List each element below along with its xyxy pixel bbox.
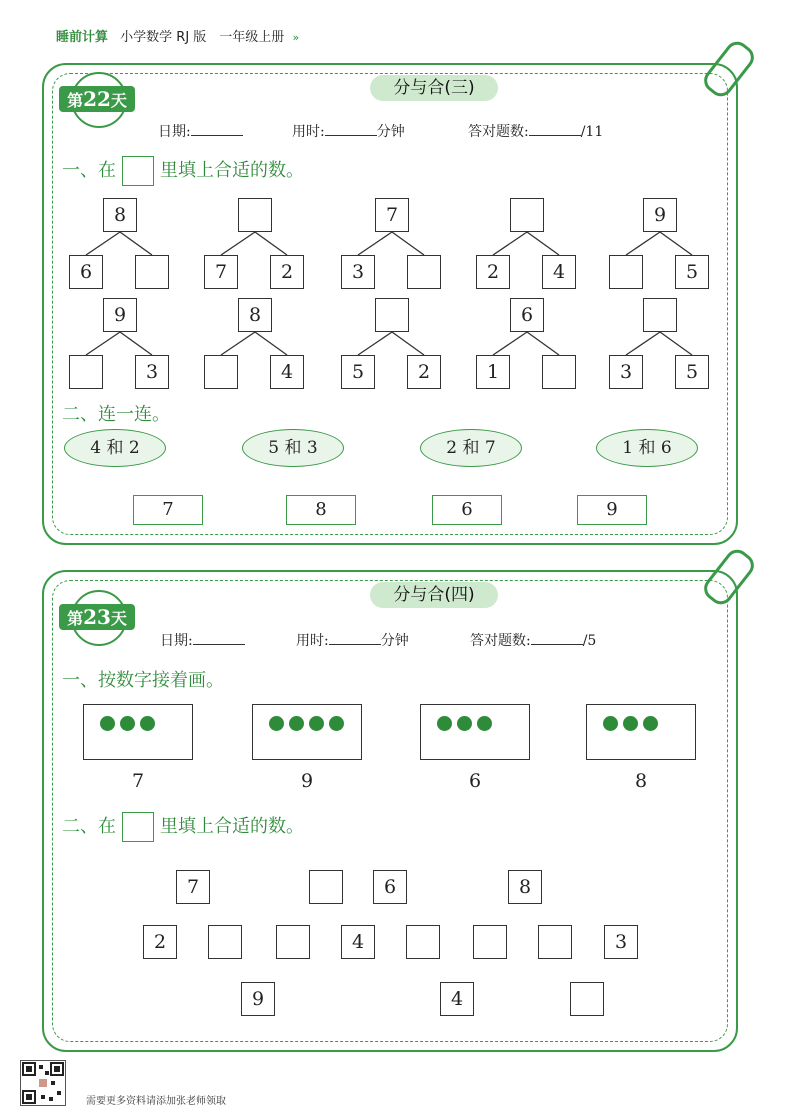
number-box-left: 6	[69, 255, 103, 289]
number-box-right[interactable]	[407, 255, 441, 289]
day23-badge: 第23天	[59, 596, 135, 638]
number-box-left[interactable]	[609, 255, 643, 289]
day22-q2-title: 二、连一连。	[62, 404, 170, 425]
draw-box[interactable]	[586, 704, 696, 760]
number-box-left: 3	[609, 355, 643, 389]
dot-icon	[269, 716, 284, 731]
day23-q2-title: 二、在 里填上合适的数。	[62, 812, 304, 842]
draw-box[interactable]	[252, 704, 362, 760]
number-box-left: 5	[341, 355, 375, 389]
day22-date-field[interactable]	[191, 121, 243, 136]
answer-box-icon	[122, 156, 154, 186]
chain-top-box: 7	[176, 870, 210, 904]
day22-score-field[interactable]	[529, 121, 581, 136]
chain-top-box: 6	[373, 870, 407, 904]
target-number: 7	[131, 770, 145, 792]
number-box-top[interactable]	[375, 298, 409, 332]
footer-text: 需要更多资料请添加张老师领取	[86, 1096, 226, 1107]
chain-top-box[interactable]	[309, 870, 343, 904]
dot-icon	[100, 716, 115, 731]
number-box-top[interactable]	[238, 198, 272, 232]
target-number: 9	[300, 770, 314, 792]
number-box-right: 3	[135, 355, 169, 389]
day23-time: 用时: 分钟	[296, 630, 409, 650]
chain-bottom-box: 4	[440, 982, 474, 1016]
chain-mid-box: 3	[604, 925, 638, 959]
dot-icon	[329, 716, 344, 731]
dot-icon	[603, 716, 618, 731]
match-oval[interactable]: 2 和 7	[420, 429, 522, 467]
dot-icon	[120, 716, 135, 731]
chain-mid-box[interactable]	[208, 925, 242, 959]
chain-mid-box[interactable]	[473, 925, 507, 959]
day22-date: 日期:	[158, 121, 243, 141]
number-box-left[interactable]	[69, 355, 103, 389]
dot-icon	[140, 716, 155, 731]
number-box-right: 2	[270, 255, 304, 289]
header-brand: 睡前计算	[56, 30, 109, 45]
day23-title: 分与合(四)	[370, 582, 498, 608]
day22-time: 用时: 分钟	[292, 121, 405, 141]
match-rect[interactable]: 8	[286, 495, 356, 525]
day22-badge: 第22天	[59, 78, 135, 120]
number-box-left: 1	[476, 355, 510, 389]
number-box-top: 8	[238, 298, 272, 332]
chain-mid-box[interactable]	[406, 925, 440, 959]
draw-box[interactable]	[420, 704, 530, 760]
match-rect[interactable]: 7	[133, 495, 203, 525]
number-box-left: 7	[204, 255, 238, 289]
match-oval[interactable]: 1 和 6	[596, 429, 698, 467]
match-rect[interactable]: 6	[432, 495, 502, 525]
number-box-top: 9	[103, 298, 137, 332]
dot-icon	[623, 716, 638, 731]
header-subtitle: 小学数学 RJ 版 一年级上册	[120, 30, 285, 45]
answer-box-icon	[122, 812, 154, 842]
chain-mid-box: 4	[341, 925, 375, 959]
number-box-left: 2	[476, 255, 510, 289]
chain-bottom-box[interactable]	[570, 982, 604, 1016]
chain-bottom-box: 9	[241, 982, 275, 1016]
dot-icon	[309, 716, 324, 731]
chain-top-box: 8	[508, 870, 542, 904]
match-oval[interactable]: 5 和 3	[242, 429, 344, 467]
match-rect[interactable]: 9	[577, 495, 647, 525]
day22-q1-title: 一、在 里填上合适的数。	[62, 156, 304, 186]
target-number: 8	[634, 770, 648, 792]
day22-title: 分与合(三)	[370, 75, 498, 101]
day23-score-field[interactable]	[531, 630, 583, 645]
day23-number: 23	[83, 605, 111, 629]
number-box-top[interactable]	[510, 198, 544, 232]
number-box-left[interactable]	[204, 355, 238, 389]
number-box-right: 2	[407, 355, 441, 389]
number-box-right: 5	[675, 255, 709, 289]
match-oval[interactable]: 4 和 2	[64, 429, 166, 467]
dot-icon	[289, 716, 304, 731]
target-number: 6	[468, 770, 482, 792]
number-box-right: 5	[675, 355, 709, 389]
chain-mid-box: 2	[143, 925, 177, 959]
day23-time-field[interactable]	[329, 630, 381, 645]
number-box-right: 4	[270, 355, 304, 389]
day23-score: 答对题数: /5	[470, 630, 596, 650]
number-box-left: 3	[341, 255, 375, 289]
dot-icon	[643, 716, 658, 731]
day22-number: 22	[83, 87, 111, 111]
dot-icon	[437, 716, 452, 731]
number-box-top: 7	[375, 198, 409, 232]
number-box-right[interactable]	[542, 355, 576, 389]
number-box-top: 8	[103, 198, 137, 232]
number-box-top[interactable]	[643, 298, 677, 332]
header-arrow-icon: »	[292, 31, 300, 44]
number-box-right[interactable]	[135, 255, 169, 289]
qr-code-icon	[20, 1060, 66, 1106]
chain-mid-box[interactable]	[538, 925, 572, 959]
day23-q1-title: 一、按数字接着画。	[62, 670, 224, 691]
number-box-top: 6	[510, 298, 544, 332]
page-header	[56, 26, 299, 45]
day23-date-field[interactable]	[193, 630, 245, 645]
dot-icon	[477, 716, 492, 731]
number-box-right: 4	[542, 255, 576, 289]
day23-date: 日期:	[160, 630, 245, 650]
dot-icon	[457, 716, 472, 731]
day22-score: 答对题数: /11	[468, 121, 603, 141]
draw-box[interactable]	[83, 704, 193, 760]
number-box-top: 9	[643, 198, 677, 232]
chain-mid-box[interactable]	[276, 925, 310, 959]
day22-time-field[interactable]	[325, 121, 377, 136]
